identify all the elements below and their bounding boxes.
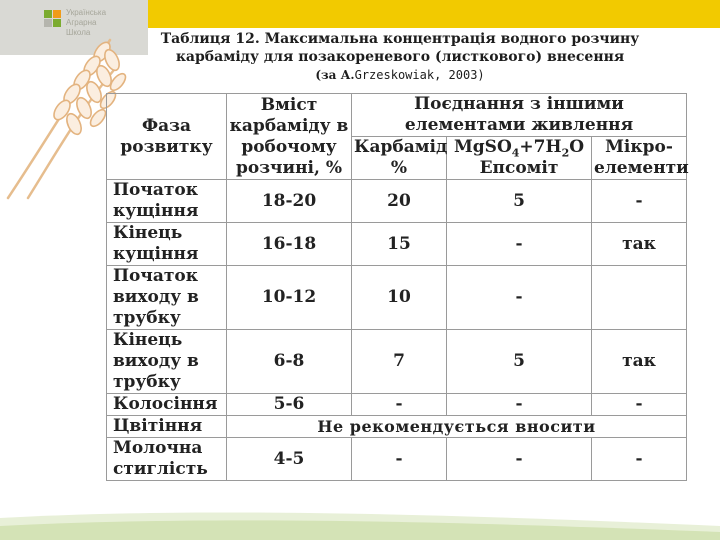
header-mgso4	[447, 137, 592, 180]
table-row	[107, 394, 687, 416]
header-phase: Фаза розвитку	[107, 94, 227, 180]
logo-icon	[44, 10, 62, 28]
mgso4-sub-2: 2	[561, 146, 570, 160]
table-row	[107, 180, 687, 223]
table-row	[107, 330, 687, 394]
cell-content: 6-8	[227, 330, 352, 394]
table-row	[107, 266, 687, 330]
cell-phase: Кінець виходу в трубку	[107, 330, 227, 394]
cell-carbamide: 10	[352, 266, 447, 330]
title-line-2: карбаміду для позакореневого (листкового) внесення	[175, 49, 625, 65]
header-combo: Поєднання з іншими елементами живлення	[352, 94, 687, 137]
cell-micro: -	[592, 438, 687, 481]
cell-mgso4: -	[447, 394, 592, 416]
cell-micro: -	[592, 394, 687, 416]
table-title	[150, 30, 650, 84]
cell-content: 4-5	[227, 438, 352, 481]
cell-content: 5-6	[227, 394, 352, 416]
logo-line: Аграрна	[66, 18, 97, 27]
cell-mgso4: -	[447, 438, 592, 481]
banner-yellow-stripe	[148, 0, 720, 28]
cell-phase: Початок кущіння	[107, 180, 227, 223]
logo-line: Школа	[66, 28, 91, 37]
mgso4-sub-1: 4	[511, 146, 520, 160]
cell-mgso4: -	[447, 266, 592, 330]
cell-carbamide: 15	[352, 223, 447, 266]
logo-line: Українська	[66, 8, 107, 17]
cell-carbamide: -	[352, 438, 447, 481]
header-carbamide: Карбамід %	[352, 137, 447, 180]
header-micro: Мікро-елементи	[592, 137, 687, 180]
table-row	[107, 223, 687, 266]
mgso4-mid: +7H	[519, 137, 562, 157]
source-author: Grzeskowiak, 2003)	[354, 68, 485, 82]
cell-carbamide: 20	[352, 180, 447, 223]
cell-micro: так	[592, 223, 687, 266]
cell-carbamide: -	[352, 394, 447, 416]
cell-phase: Початок виходу в трубку	[107, 266, 227, 330]
cell-mgso4: -	[447, 223, 592, 266]
cell-phase: Кінець кущіння	[107, 223, 227, 266]
cell-micro: -	[592, 180, 687, 223]
cell-content: 16-18	[227, 223, 352, 266]
mgso4-post: O	[569, 137, 585, 157]
table-row	[107, 438, 687, 481]
cell-micro: так	[592, 330, 687, 394]
table-row-flowering	[107, 416, 687, 438]
header-content: Вміст карбаміду в робочому розчині, %	[227, 94, 352, 180]
mgso4-pre: MgSO	[453, 137, 512, 157]
cell-phase: Молочна стиглість	[107, 438, 227, 481]
concentration-table	[106, 93, 687, 481]
cell-phase: Цвітіння	[107, 416, 227, 438]
cell-carbamide: 7	[352, 330, 447, 394]
cell-content: 18-20	[227, 180, 352, 223]
concentration-table-wrap	[106, 93, 689, 481]
cell-not-recommended: Не рекомендується вносити	[227, 416, 687, 438]
cell-mgso4: 5	[447, 330, 592, 394]
cell-phase: Колосіння	[107, 394, 227, 416]
mgso4-epsomit: Епсоміт	[479, 158, 559, 178]
source-prefix: (за А.	[315, 68, 355, 82]
header-row	[107, 94, 687, 137]
bottom-decoration	[0, 508, 720, 540]
cell-content: 10-12	[227, 266, 352, 330]
title-line-1: Таблиця 12. Максимальна концентрація водного розчину	[160, 31, 640, 47]
title-source	[150, 66, 650, 84]
cell-micro	[592, 266, 687, 330]
cell-mgso4: 5	[447, 180, 592, 223]
